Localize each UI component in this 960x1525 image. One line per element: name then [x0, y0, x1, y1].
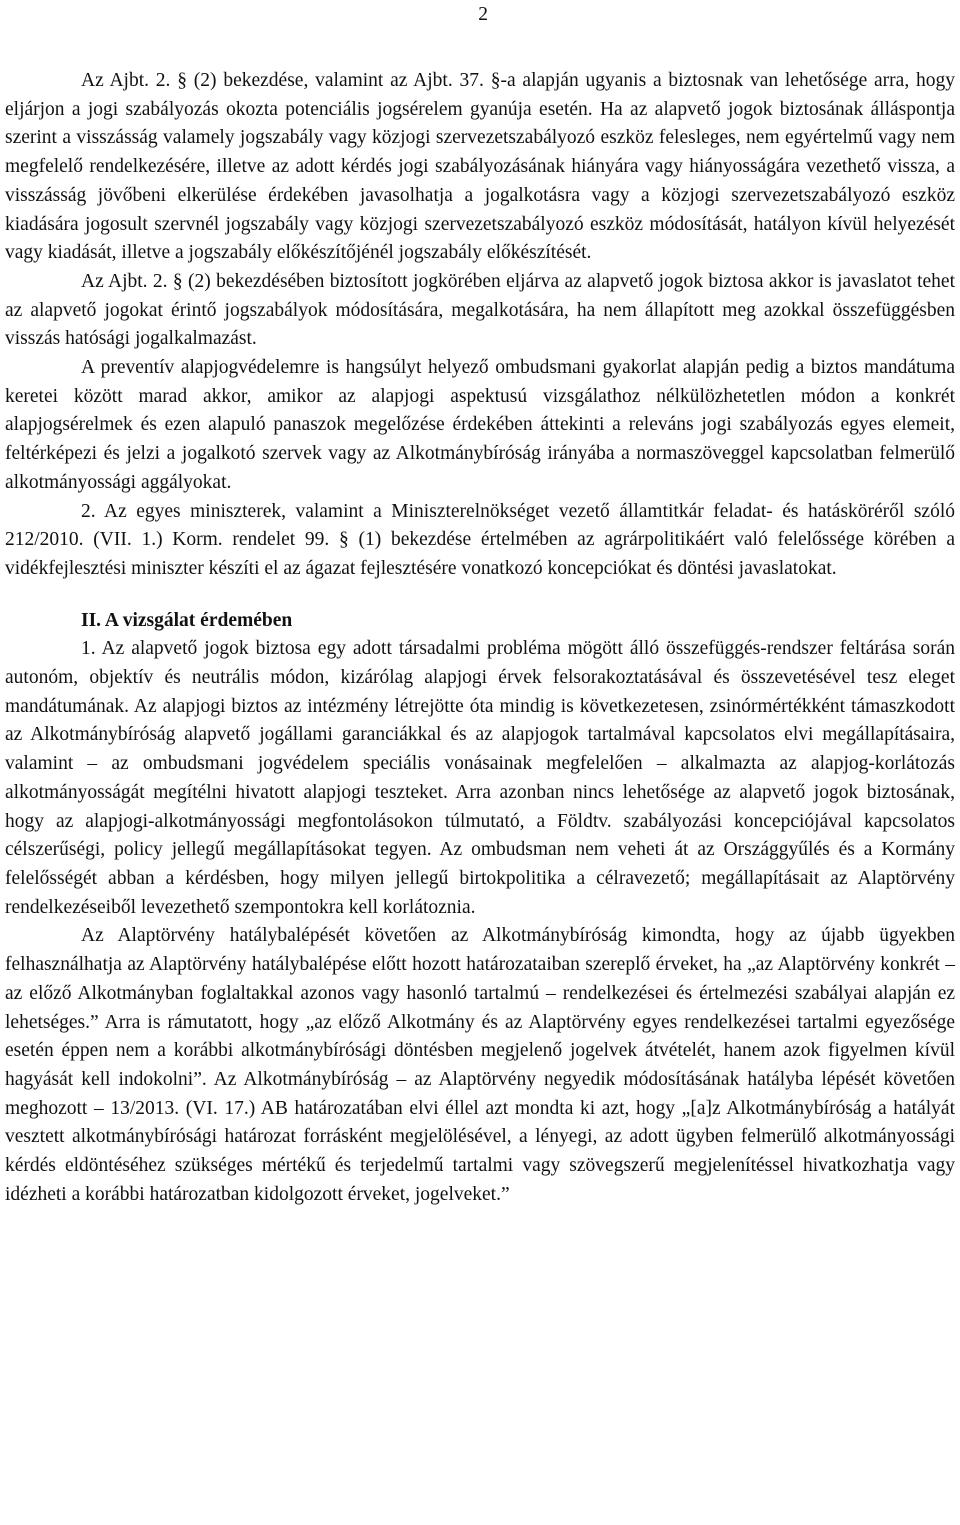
paragraph-biztos-mandatum: 1. Az alapvető jogok biztosa egy adott társadalmi probléma mögött álló összefüggés-rendszer feltárása során autonóm, objektív és neutrális módon, kizárólag alapjogi érvek felsorakoztatásával és összevetésével tesz eleget mandátumának. Az alapjogi biztos az intézmény létrejötte óta mindig is következetesen, zsinórmértékként támaszkodott az Alkotmánybíróság alapvető jogállami garanciákkal és az alapjogok tartalmával kapcsolatos elvi megállapításaira, valamint – az ombudsmani jogvédelem speciális vonásainak megfelelően – alkalmazta az alapjog-korlátozás alkotmányosságát megítélni hivatott alapjogi teszteket. Arra azonban nincs lehetősége az alapvető jogok biztosának, hogy az alapjogi-alkotmányossági megfontolásokon túlmutató, a Földtv. szabályozási koncepciójával kapcsolatos célszerűségi, policy jellegű megállapításokat tegyen. Az ombudsman nem veheti át az Országgyűlés és a Kormány felelősségét abban a kérdésben, hogy milyen jellegű birtokpolitika a célravezető; megállapításait az Alaptörvény rendelkezéseiből levezethető szempontokra kell korlátoznia.: [5, 638, 955, 918]
paragraph-ajbt-2: Az Ajbt. 2. § (2) bekezdésében biztosított jogkörében eljárva az alapvető jogok biztosa akkor is javaslatot tehet az alapvető jogokat érintő jogszabályok módosítására, megalkotására, ha nem állapított meg azokkal összefüggésben visszás hatósági jogalkalmazást.: [5, 270, 955, 350]
paragraph-alaptorveny: Az Alaptörvény hatálybalépését követően az Alkotmánybíróság kimondta, hogy az újabb ügyekben felhasználhatja az Alaptörvény hatálybalépése előtt hozott határozataiban szereplő érveket, ha „az Alaptörvény konkrét – az előző Alkotmányban foglaltakkal azonos vagy hasonló tartalmú – rendelkezései és értelmezési szabályai alapján ez lehetséges.” Arra is rámutatott, hogy „az előző Alkotmány és az Alaptörvény egyes rendelkezései tartalmi egyezősége esetén éppen nem a korábbi alkotmánybírósági döntésben megjelenő jogelvek átvételét, hanem azok figyelmen kívül hagyását kell indokolni”. Az Alkotmánybíróság – az Alaptörvény negyedik módosításának hatályba lépését követően meghozott – 13/2013. (VI. 17.) AB határozatában elvi éllel azt mondta ki azt, hogy „[a]z Alkotmánybíróság a hatályát vesztett alkotmánybírósági határozat forrásként megjelölésével, a lényegi, az adott ügyben felmerülő alkotmányossági kérdés eldöntéséhez szükséges mértékű és terjedelmű tartalmi vagy szövegszerű megjelenítéssel hivatkozhatja vagy idézheti a korábbi határozatban kidolgozott érveket, jogelveket.”: [5, 925, 955, 1205]
body-text: [5, 67, 955, 1209]
page-number: 2: [478, 4, 488, 25]
section-heading: II. A vizsgálat érdemében: [81, 609, 293, 631]
paragraph-preventive: A preventív alapjogvédelemre is hangsúlyt helyező ombudsmani gyakorlat alapján pedig a biztos mandátuma keretei között marad akkor, amikor az alapjogi aspektusú vizsgálathoz nélkülözhetetlen módon a konkrét alapjogsérelmek és ezen alapuló panaszok megelőzése érdekében áttekinti a releváns jogi szabályozás egyes elemeit, feltérképezi és jelzi a jogalkotó szervek vagy az Alkotmánybíróság irányába a normaszöveggel kapcsolatban felmerülő alkotmányossági aggályokat.: [5, 357, 955, 493]
paragraph-ajbt-37: Az Ajbt. 2. § (2) bekezdése, valamint az Ajbt. 37. §-a alapján ugyanis a biztosnak van lehetősége arra, hogy eljárjon a jogi szabályozás okozta potenciális jogsérelem gyanúja esetén. Ha az alapvető jogok biztosának álláspontja szerint a visszásság valamely jogszabály vagy közjogi szervezetszabályozó eszköz felesleges, nem egyértelmű vagy nem megfelelő rendelkezésére, illetve az adott kérdés jogi szabályozásának hiányára vagy hiányosságára vezethető vissza, a visszásság jövőbeni elkerülése érdekében javasolhatja a jogalkotásra vagy a közjogi szervezetszabályozó eszköz kiadására jogosult szervnél jogszabály vagy közjogi szervezetszabályozó eszköz módosítását, hatályon kívül helyezését vagy kiadását, illetve a jogszabály előkészítőjénél jogszabály előkészítését.: [5, 70, 955, 264]
paragraph-korm-rendelet: 2. Az egyes miniszterek, valamint a Miniszterelnökséget vezető államtitkár feladat- és hatásköréről szóló 212/2010. (VII. 1.) Korm. rendelet 99. § (1) bekezdése értelmében az agrárpolitikáért való felelőssége körében a vidékfejlesztési miniszter készíti el az ágazat fejlesztésére vonatkozó koncepciókat és döntési javaslatokat.: [5, 500, 955, 579]
